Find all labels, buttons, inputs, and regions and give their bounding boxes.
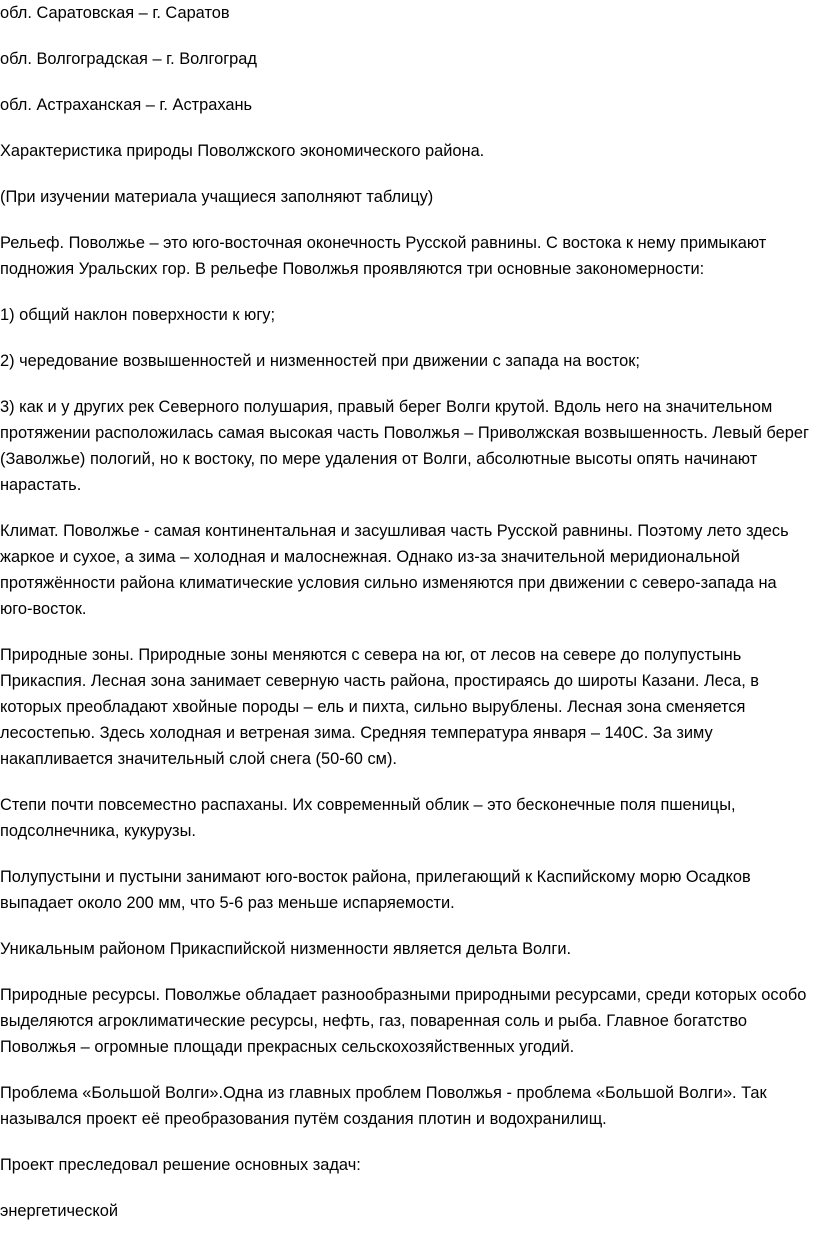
paragraph-table-note: (При изучении материала учащиеся заполняют таблицу) <box>0 188 434 206</box>
paragraph-relief-point-3: 3) как и у других рек Северного полушария, правый берег Волги крутой. Вдоль него на значительном протяжении расположилась самая высокая часть Поволжья – Приволжская возвышенность. Левый берег (Заволжье) пологий, но к востоку, по мере удаления от Волги, абсолютные высоты опять начинают нарастать. <box>0 398 809 494</box>
paragraph-semideserts: Полупустыни и пустыни занимают юго-восток района, прилегающий к Каспийскому морю Осадков выпадает около 200 мм, что 5-6 раз меньше испаряемости. <box>0 868 751 912</box>
paragraph-natural-zones: Природные зоны. Природные зоны меняются с севера на юг, от лесов на севере до полупустынь Прикаспия. Лесная зона занимает северную часть района, простираясь до широты Казани. Леса, в которых преобладают хвойные породы – ель и пихта, сильно вырублены. Лесная зона сменяется лесостепью. Здесь холодная и ветреная зима. Средняя температура января – 140С. За зиму накапливается значительный слой снега (50-60 см). <box>0 646 760 768</box>
paragraph-big-volga-problem: Проблема «Большой Волги».Одна из главных проблем Поволжья - проблема «Большой Волги». Так назывался проект её преобразования путём создания плотин и водохранилищ. <box>0 1084 767 1128</box>
paragraph-climate: Климат. Поволжье - самая континентальная и засушливая часть Русской равнины. Поэтому лето здесь жаркое и сухое, а зима – холодная и малоснежная. Однако из-за значительной меридиональной протяжённости района климатические условия сильно изменяются при движении с северо-запада на юго-восток. <box>0 522 789 618</box>
paragraph-steppes: Степи почти повсеместно распаханы. Их современный облик – это бесконечные поля пшеницы, подсолнечника, кукурузы. <box>0 796 736 840</box>
paragraph-nature-heading: Характеристика природы Поволжского экономического района. <box>0 142 485 160</box>
paragraph-energy-task: энергетической <box>0 1202 118 1220</box>
paragraph-astrakhan: обл. Астраханская – г. Астрахань <box>0 96 253 114</box>
paragraph-volga-delta: Уникальным районом Прикаспийской низменности является дельта Волги. <box>0 940 572 958</box>
paragraph-relief: Рельеф. Поволжье – это юго-восточная оконечность Русской равнины. С востока к нему примыкают подножия Уральских гор. В рельефе Поволжья проявляются три основные закономерности: <box>0 234 767 278</box>
paragraph-relief-point-1: 1) общий наклон поверхности к югу; <box>0 306 276 324</box>
paragraph-volgograd: обл. Волгоградская – г. Волгоград <box>0 50 257 68</box>
paragraph-relief-point-2: 2) чередование возвышенностей и низменностей при движении с запада на восток; <box>0 352 640 370</box>
paragraph-project-tasks: Проект преследовал решение основных задач: <box>0 1156 361 1174</box>
paragraph-saratov: обл. Саратовская – г. Саратов <box>0 4 230 22</box>
paragraph-natural-resources: Природные ресурсы. Поволжье обладает разнообразными природными ресурсами, среди которых особо выделяются агроклиматические ресурсы, нефть, газ, поваренная соль и рыба. Главное богатство Поволжья – огромные площади прекрасных сельскохозяйственных угодий. <box>0 986 807 1056</box>
